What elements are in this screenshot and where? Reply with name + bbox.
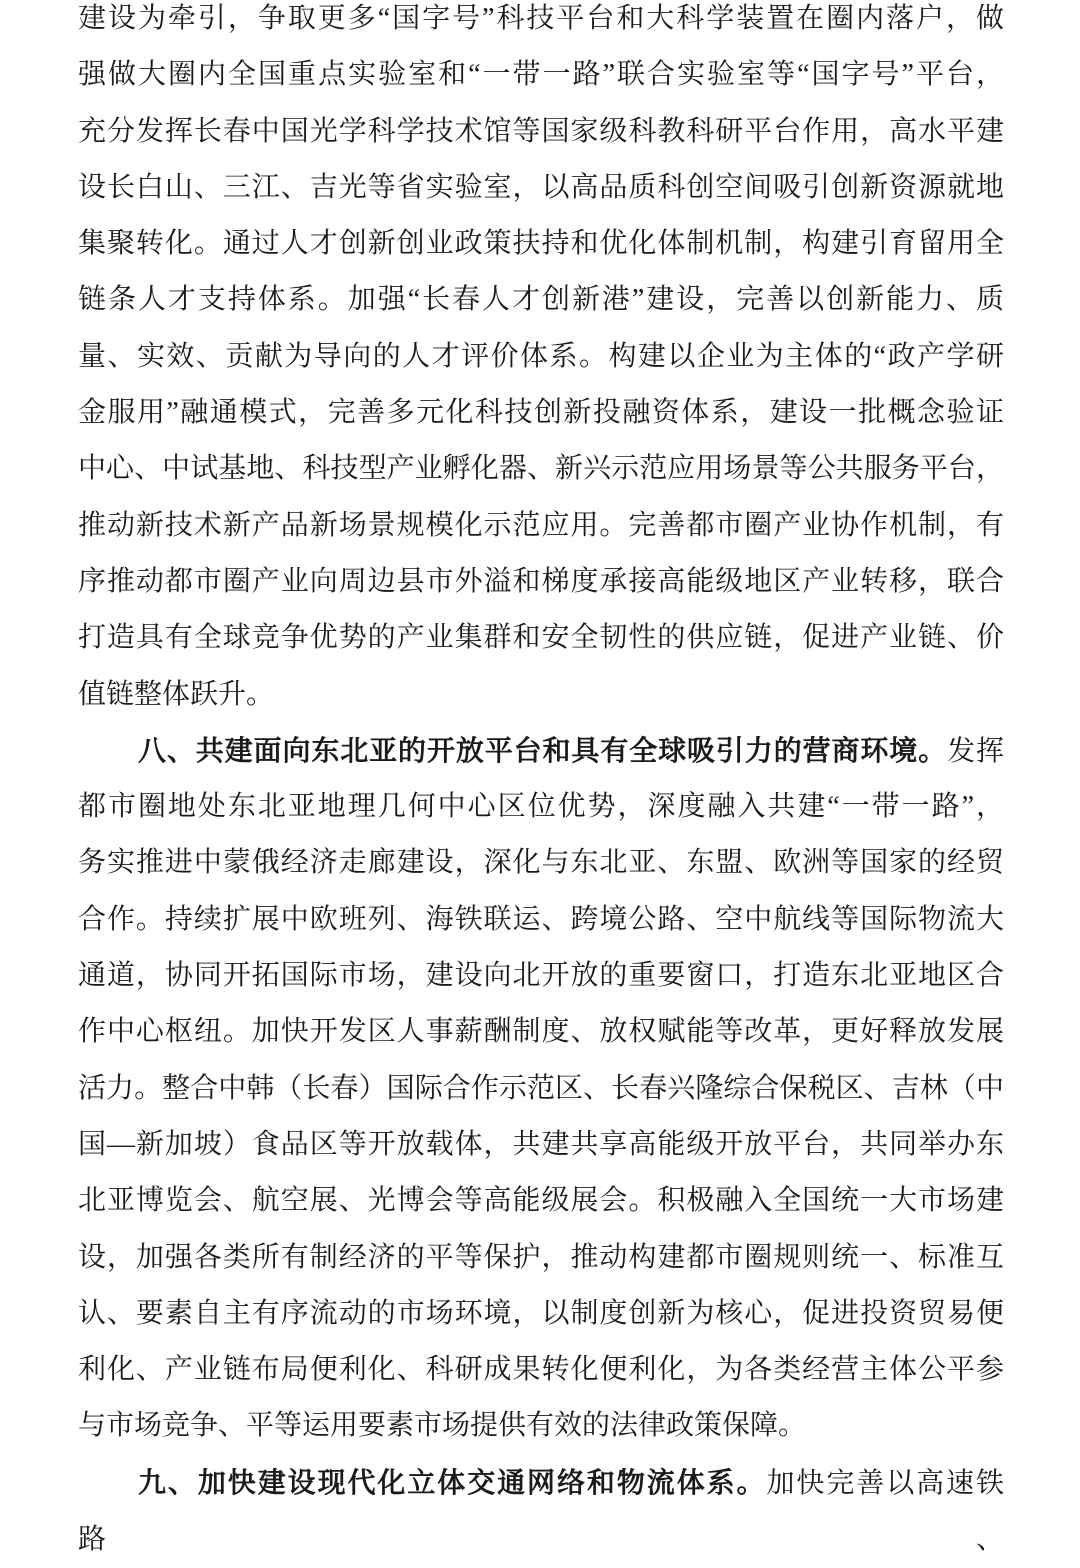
body-text-line: 金服用”融通模式，完善多元化科技创新投融资体系，建设一批概念验证: [78, 397, 1004, 429]
document-page: [78, 0, 1004, 1556]
paragraph-end-line: 与市场竞争、平等运用要素市场提供有效的法律政策保障。: [78, 1410, 807, 1442]
body-text-line: 序推动都市圈产业向周边县市外溢和梯度承接高能级地区产业转移，联合: [78, 565, 1004, 597]
body-text-line: 利化、产业链布局便利化、科研成果转化便利化，为各类经营主体公平参: [78, 1354, 1004, 1386]
body-text-line: 链条人才支持体系。加强“长春人才创新港”建设，完善以创新能力、质: [78, 284, 1004, 316]
body-text-line: 推动新技术新产品新场景规模化示范应用。完善都市圈产业协作机制，有: [78, 509, 1004, 541]
paragraph-end-line: 值链整体跃升。: [78, 678, 275, 710]
body-text-line: 中心、中试基地、科技型产业孵化器、新兴示范应用场景等公共服务平台，: [78, 453, 1004, 485]
body-text-line: 打造具有全球竞争优势的产业集群和安全韧性的供应链，促进产业链、价: [78, 622, 1004, 654]
body-text-line: 合作。持续扩展中欧班列、海铁联运、跨境公路、空中航线等国际物流大: [78, 903, 1004, 935]
body-text-line: 集聚转化。通过人才创新创业政策扶持和优化体制机制，构建引育留用全: [78, 228, 1004, 260]
body-text-line: 建设为牵引，争取更多“国字号”科技平台和大科学装置在圈内落户，做: [78, 3, 1004, 34]
body-text-line: 强做大圈内全国重点实验室和“一带一路”联合实验室等“国字号”平台，: [78, 59, 1004, 91]
body-text-line: 国—新加坡）食品区等开放载体，共建共享高能级开放平台，共同举办东: [78, 1128, 1004, 1160]
body-text-line: 通道，协同开拓国际市场，建设向北开放的重要窗口，打造东北亚地区合: [78, 960, 1004, 992]
body-text-line: 北亚博览会、航空展、光博会等高能级展会。积极融入全国统一大市场建: [78, 1185, 1004, 1217]
body-text-line: 设，加强各类所有制经济的平等保护，推动构建都市圈规则统一、标准互: [78, 1241, 1004, 1273]
body-text-line: 都市圈地处东北亚地理几何中心区位优势，深度融入共建“一带一路”，: [78, 791, 1004, 823]
section-8-heading: 八、共建面向东北亚的开放平台和具有全球吸引力的营商环境。: [138, 734, 948, 766]
body-text-line: 活力。整合中韩（长春）国际合作示范区、长春兴隆综合保税区、吉林（中: [78, 1072, 1004, 1104]
body-text-line: 作中心枢纽。加快开发区人事薪酬制度、放权赋能等改革，更好释放发展: [78, 1016, 1004, 1048]
body-text-line: 设长白山、三江、吉光等省实验室，以高品质科创空间吸引创新资源就地: [78, 171, 1004, 203]
body-text: 加快完善以高速铁路、: [78, 1467, 1004, 1556]
section-9-heading: 九、加快建设现代化立体交通网络和物流体系。: [138, 1466, 767, 1498]
body-text: 发挥: [947, 735, 1004, 767]
body-text-line: 认、要素自主有序流动的市场环境，以制度创新为核心，促进投资贸易便: [78, 1297, 1004, 1329]
section-8-heading-line: [78, 723, 1004, 779]
body-text-line: 充分发挥长春中国光学科学技术馆等国家级科教科研平台作用，高水平建: [78, 115, 1004, 147]
body-text-line: 务实推进中蒙俄经济走廊建设，深化与东北亚、东盟、欧洲等国家的经贸: [78, 847, 1004, 879]
body-text-line: 量、实效、贡献为导向的人才评价体系。构建以企业为主体的“政产学研: [78, 340, 1004, 372]
